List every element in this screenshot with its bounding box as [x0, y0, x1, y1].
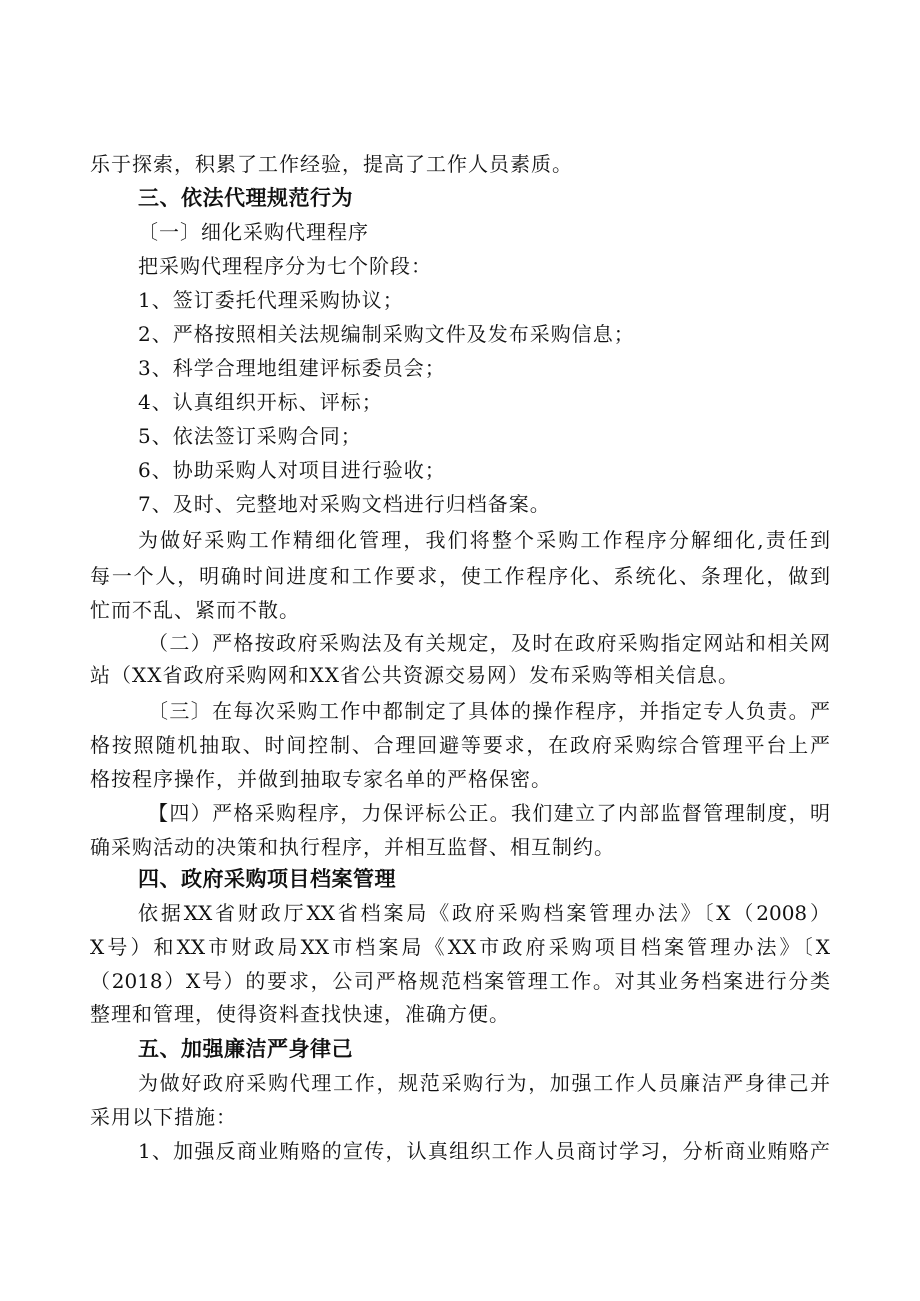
paragraph-line: 格按照随机抽取、时间控制、合理回避等要求，在政府采购综合管理平台上严	[90, 733, 830, 757]
paragraph-line: 〔三〕在每次采购工作中都制定了具体的操作程序，并指定专人负责。严	[148, 699, 830, 723]
paragraph-line: 为做好政府采购代理工作，规范采购行为，加强工作人员廉洁严身律己并	[138, 1071, 830, 1095]
paragraph-line: 每一个人，明确时间进度和工作要求，使工作程序化、系统化、条理化，做到	[90, 564, 830, 588]
paragraph-line: （二）严格按政府采购法及有关规定，及时在政府采购指定网站和相关网	[148, 631, 830, 655]
list-item: 4、认真组织开标、评标；	[138, 390, 383, 414]
section-heading: 四、政府采购项目档案管理	[138, 867, 396, 891]
list-item: 1、加强反商业贿赂的宣传，认真组织工作人员商讨学习，分析商业贿赂产	[138, 1139, 830, 1163]
paragraph-line: 依据XX省财政厅XX省档案局《政府采购档案管理办法》〔X（2008）	[138, 901, 830, 925]
list-item: 6、协助采购人对项目进行验收；	[138, 458, 446, 482]
list-item: 5、依法签订采购合同；	[138, 424, 362, 448]
paragraph-line: 忙而不乱、紧而不散。	[90, 598, 300, 622]
paragraph-line: 整理和管理，使得资料查找快速，准确方便。	[90, 1002, 510, 1026]
paragraph-line: （2018）X号）的要求，公司严格规范档案管理工作。对其业务档案进行分类	[90, 969, 830, 993]
list-item: 7、及时、完整地对采购文档进行归档备案。	[138, 492, 551, 516]
paragraph-line: 站（XX省政府采购网和XX省公共资源交易网）发布采购等相关信息。	[90, 663, 739, 687]
list-item: 3、科学合理地组建评标委员会；	[138, 356, 446, 380]
paragraph-line: 为做好采购工作精细化管理，我们将整个采购工作程序分解细化,责任到	[138, 528, 830, 552]
list-item: 2、严格按照相关法规编制采购文件及发布采购信息；	[138, 322, 635, 346]
list-item: 1、签订委托代理采购协议；	[138, 288, 404, 312]
paragraph-line: 确采购活动的决策和执行程序，并相互监督、相互制约。	[90, 835, 615, 859]
paragraph-line: X号）和XX市财政局XX市档案局《XX市政府采购项目档案管理办法》〔X	[90, 935, 830, 959]
paragraph-line: 采用以下措施：	[90, 1105, 237, 1129]
section-heading: 五、加强廉洁严身律己	[138, 1037, 353, 1061]
paragraph-line: 把采购代理程序分为七个阶段：	[138, 254, 432, 278]
paragraph-line: 格按程序操作，并做到抽取专家名单的严格保密。	[90, 767, 552, 791]
section-heading: 三、依法代理规范行为	[138, 186, 353, 210]
paragraph-line: 乐于探索，积累了工作经验，提高了工作人员素质。	[90, 152, 573, 176]
paragraph-line: 【四）严格采购程序，力保评标公正。我们建立了内部监督管理制度，明	[148, 801, 830, 825]
subheading-line: 〔一〕细化采购代理程序	[138, 220, 369, 244]
